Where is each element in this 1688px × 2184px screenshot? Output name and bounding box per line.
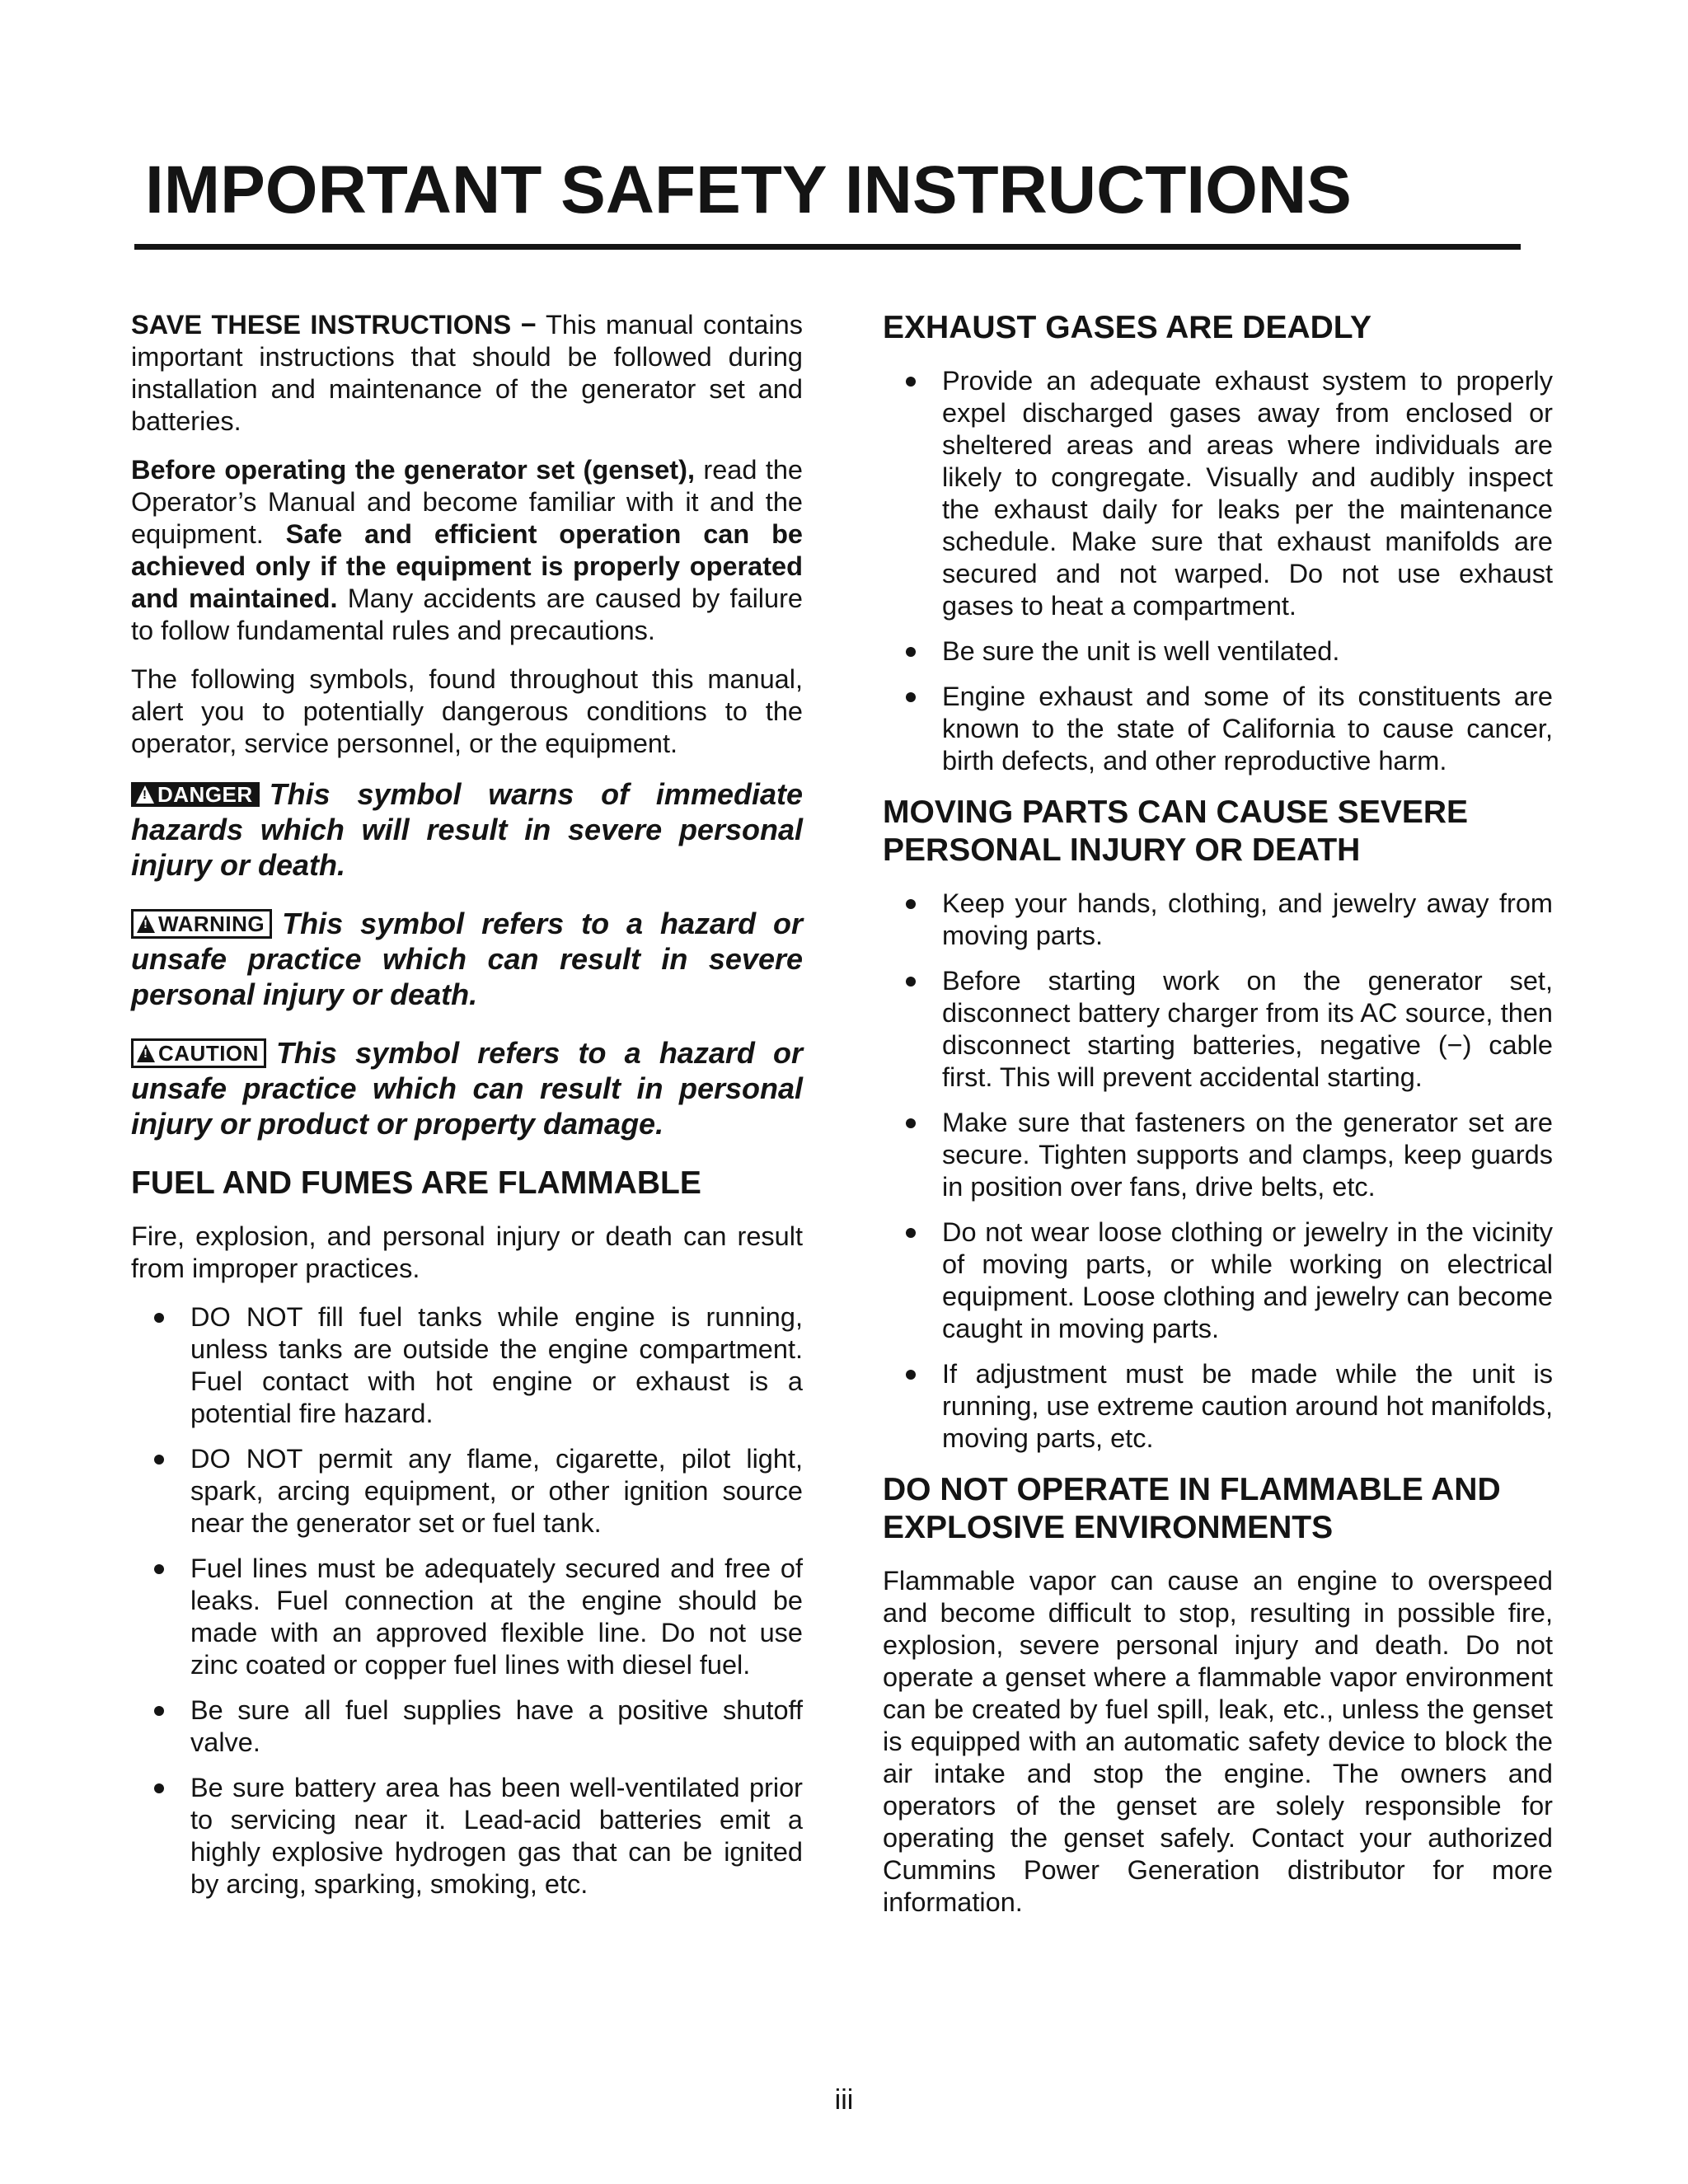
list-item-text: If adjustment must be made while the unit is running, use extreme caution around hot manifolds, moving parts, etc. [942, 1359, 1553, 1453]
moving-parts-list [883, 888, 1553, 1455]
warning-triangle-icon [136, 785, 154, 804]
list-item-text: DO NOT fill fuel tanks while engine is running, unless tanks are outside the engine compartment. Fuel contact with hot engine or exhaust is a potential fire hazard. [190, 1302, 803, 1428]
list-item-text: Before starting work on the generator set, disconnect battery charger from its AC source, then disconnect starting batteries, negative (−) cable first. This will prevent accidental starting. [942, 966, 1553, 1092]
list-item [131, 1553, 803, 1681]
list-item [131, 1301, 803, 1430]
flammable-environments-text: Flammable vapor can cause an engine to overspeed and become difficult to stop, resulting in possible fire, explosion, severe personal injury and death. Do not operate a genset where a flammable vapor environment can be created by fuel spill, leak, etc., unless the genset is equipped with an automatic safety device to block the air intake and stop the engine. The owners and operators of the genset are solely responsible for operating the genset safely. Contact your authorized Cummins Power Generation distributor for more information. [883, 1566, 1553, 1917]
bullet-icon [906, 977, 916, 987]
list-item [883, 965, 1553, 1094]
bullet-icon [154, 1783, 164, 1793]
list-item-text: Be sure the unit is well ventilated. [942, 636, 1340, 666]
list-item [131, 1772, 803, 1900]
bullet-icon [906, 377, 916, 387]
accidents-text: Many accidents are caused by failure to follow fundamental rules and precautions. [131, 583, 803, 645]
exhaust-heading: EXHAUST GASES ARE DEADLY [883, 310, 1372, 345]
warning-badge [131, 909, 272, 939]
bullet-icon [906, 899, 916, 909]
danger-symbol-block [131, 776, 803, 883]
save-instructions-text: This manual contains important instructions that should be followed during installation and maintenance of the generator set and batteries. [131, 310, 803, 436]
bullet-icon [906, 1370, 916, 1380]
list-item-text: Fuel lines must be adequately secured and free of leaks. Fuel connection at the engine should be made with an approved flexible line. Do not use zinc coated or copper fuel lines with diesel fuel. [190, 1554, 803, 1680]
caution-text: This symbol refers to a hazard or unsafe practice which can result in personal injury or product or property damage. [131, 1036, 803, 1141]
list-item-text: Do not wear loose clothing or jewelry in the vicinity of moving parts, or while working on electrical equipment. Loose clothing and jewelry can become caught in moving parts. [942, 1217, 1553, 1343]
list-item-text: Be sure all fuel supplies have a positive shutoff valve. [190, 1695, 803, 1757]
fuel-list [131, 1301, 803, 1900]
fuel-heading: FUEL AND FUMES ARE FLAMMABLE [131, 1165, 701, 1201]
exhaust-list [883, 365, 1553, 777]
save-instructions-paragraph [131, 309, 803, 438]
left-column [131, 309, 803, 1917]
caution-badge [131, 1038, 266, 1068]
symbols-paragraph: The following symbols, found throughout this manual, alert you to potentially dangerous conditions to the operator, service personnel, or the equipment. [131, 664, 803, 758]
bullet-icon [906, 647, 916, 657]
list-item-text: Be sure battery area has been well-ventilated prior to servicing near it. Lead-acid batteries emit a highly explosive hydrogen gas that can be ignited by arcing, sparking, smoking, etc. [190, 1773, 803, 1899]
right-column [883, 309, 1553, 1935]
list-item-text: DO NOT permit any flame, cigarette, pilot light, spark, arcing equipment, or other ignition source near the generator set or fuel tank. [190, 1444, 803, 1538]
list-item-text: Keep your hands, clothing, and jewelry away from moving parts. [942, 888, 1553, 950]
title-rule [134, 244, 1521, 250]
before-operating-paragraph [131, 454, 803, 647]
before-operating-text: read the Operator’s Manual and become familiar with it and the equipment. [131, 455, 804, 549]
bullet-icon [154, 1706, 164, 1716]
list-item [883, 681, 1553, 777]
bullet-icon [154, 1313, 164, 1323]
safe-operation-emphasis: Safe and efficient operation can be achieved only if the equipment is properly operated and maintained. [131, 519, 803, 613]
danger-label: DANGER [157, 782, 253, 807]
bullet-icon [906, 692, 916, 702]
page-number: iii [834, 2084, 854, 2116]
before-operating-lead: Before operating the generator set (genset), [131, 455, 695, 485]
warning-label: WARNING [158, 912, 265, 936]
list-item-text: Make sure that fasteners on the generator set are secure. Tighten supports and clamps, keep guards in position over fans, drive belts, etc. [942, 1108, 1553, 1202]
list-item [883, 365, 1553, 622]
page-title: IMPORTANT SAFETY INSTRUCTIONS [145, 152, 1352, 227]
warning-text: This symbol refers to a hazard or unsafe practice which can result in severe personal injury or death. [131, 907, 803, 1011]
list-item [131, 1443, 803, 1540]
list-item [883, 635, 1553, 668]
list-item [883, 1107, 1553, 1203]
danger-text: This symbol warns of immediate hazards which will result in severe personal injury or death. [131, 777, 803, 882]
list-item [883, 888, 1553, 952]
save-instructions-lead: SAVE THESE INSTRUCTIONS − [131, 310, 546, 340]
list-item [131, 1694, 803, 1759]
bullet-icon [154, 1455, 164, 1465]
moving-parts-heading: MOVING PARTS CAN CAUSE SEVERE PERSONAL INJURY OR DEATH [883, 794, 1469, 868]
caution-label: CAUTION [158, 1041, 259, 1066]
bullet-icon [906, 1228, 916, 1238]
list-item [883, 1358, 1553, 1455]
list-item [883, 1216, 1553, 1345]
bullet-icon [154, 1564, 164, 1574]
warning-symbol-block [131, 906, 803, 1012]
list-item-text: Provide an adequate exhaust system to properly expel discharged gases away from enclosed or sheltered areas and areas where individuals are likely to congregate. Visually and audibly inspect the exhaust daily for leaks per the maintenance schedule. Make sure that exhaust manifolds are secured and not warped. Do not use exhaust gases to heat a compartment. [942, 366, 1553, 621]
caution-symbol-block [131, 1035, 803, 1141]
bullet-icon [906, 1118, 916, 1128]
warning-triangle-icon [137, 915, 155, 933]
flammable-environments-heading: DO NOT OPERATE IN FLAMMABLE AND EXPLOSIVE ENVIRONMENTS [883, 1472, 1501, 1545]
list-item-text: Engine exhaust and some of its constituents are known to the state of California to cause cancer, birth defects, and other reproductive harm. [942, 682, 1553, 776]
fuel-intro: Fire, explosion, and personal injury or death can result from improper practices. [131, 1221, 803, 1283]
danger-badge [131, 782, 260, 807]
warning-triangle-icon [137, 1044, 155, 1062]
